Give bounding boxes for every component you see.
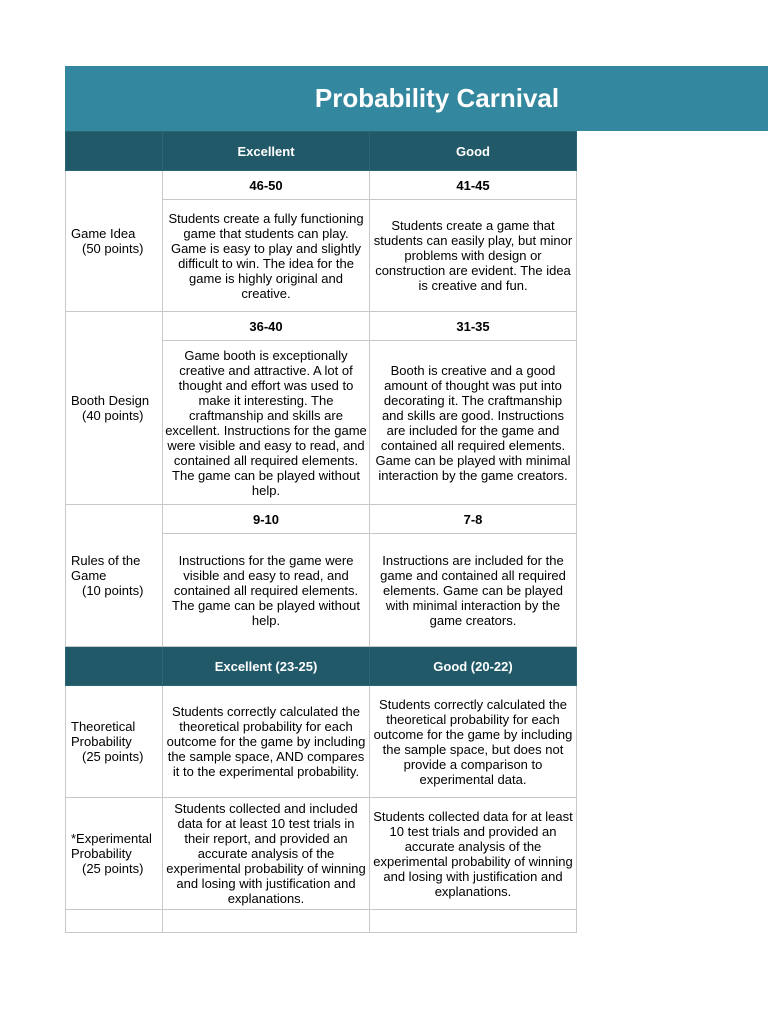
criterion-points: (25 points) bbox=[82, 861, 144, 876]
header-criteria-cell bbox=[66, 647, 163, 686]
good-score: 7-8 bbox=[370, 505, 577, 534]
criterion-cell bbox=[66, 505, 163, 647]
blank-cell bbox=[370, 910, 577, 933]
description-row bbox=[66, 686, 577, 798]
criterion-points: (25 points) bbox=[82, 749, 144, 764]
criterion-cell bbox=[66, 686, 163, 798]
header-criteria-cell bbox=[66, 132, 163, 171]
page-title: Probability Carnival bbox=[314, 83, 560, 113]
good-description: Instructions are included for the game and contained all required elements. Game can be played with minimal interaction by the game creators. bbox=[370, 534, 577, 647]
score-row bbox=[66, 505, 577, 534]
criterion-points: (50 points) bbox=[82, 241, 144, 256]
criterion-points: (10 points) bbox=[82, 583, 144, 598]
header-excellent-range: Excellent (23-25) bbox=[163, 647, 370, 686]
title-banner bbox=[65, 66, 768, 131]
excellent-description: Students create a fully functioning game that students can play. Game is easy to play and slightly difficult to win. The idea for the game is highly original and creative. bbox=[163, 200, 370, 312]
blank-cell bbox=[66, 910, 163, 933]
blank-cell bbox=[163, 910, 370, 933]
criterion-name: Theoretical Probability bbox=[71, 719, 136, 749]
excellent-description: Instructions for the game were visible and easy to read, and contained all required elements. The game can be played without help. bbox=[163, 534, 370, 647]
excellent-description: Students correctly calculated the theoretical probability for each outcome for the game by including the sample space, AND compares it to the experimental probability. bbox=[163, 686, 370, 798]
criterion-cell bbox=[66, 171, 163, 312]
excellent-score: 36-40 bbox=[163, 312, 370, 341]
good-description: Students collected data for at least 10 test trials and provided an accurate analysis of the experimental probability of winning and losing with justification and explanations. bbox=[370, 798, 577, 910]
excellent-description: Game booth is exceptionally creative and attractive. A lot of thought and effort was used to make it interesting. The craftmanship and skills are excellent. Instructions for the game were visible and easy to read, and contained all required elements. The game can be played without help. bbox=[163, 341, 370, 505]
score-row bbox=[66, 312, 577, 341]
criterion-points: (40 points) bbox=[82, 408, 144, 423]
good-description: Booth is creative and a good amount of thought was put into decorating it. The craftmanship and skills are good. Instructions are included for the game and contained all required elements. Game can be played with minimal interaction by the game creators. bbox=[370, 341, 577, 505]
good-description: Students create a game that students can easily play, but minor problems with design or construction are evident. The idea is creative and fun. bbox=[370, 200, 577, 312]
good-score: 41-45 bbox=[370, 171, 577, 200]
header-row-2 bbox=[66, 647, 577, 686]
criterion-name: Booth Design bbox=[71, 393, 150, 408]
header-row bbox=[66, 132, 577, 171]
excellent-description: Students collected and included data for at least 10 test trials in their report, and provided an accurate analysis of the experimental probability of winning and losing with justification and explanations. bbox=[163, 798, 370, 910]
criterion-name: Game Idea bbox=[71, 226, 136, 241]
excellent-score: 9-10 bbox=[163, 505, 370, 534]
header-good-range: Good (20-22) bbox=[370, 647, 577, 686]
criterion-name: Rules of the Game bbox=[71, 553, 141, 583]
good-score: 31-35 bbox=[370, 312, 577, 341]
excellent-score: 46-50 bbox=[163, 171, 370, 200]
rubric-table bbox=[65, 131, 576, 933]
score-row bbox=[66, 171, 577, 200]
criterion-name: *Experimental Probability bbox=[71, 831, 152, 861]
criterion-cell bbox=[66, 798, 163, 910]
header-good: Good bbox=[370, 132, 577, 171]
criterion-cell bbox=[66, 312, 163, 505]
blank-row bbox=[66, 910, 577, 933]
header-excellent: Excellent bbox=[163, 132, 370, 171]
description-row bbox=[66, 798, 577, 910]
good-description: Students correctly calculated the theoretical probability for each outcome for the game by including the sample space, but does not provide a comparison to experimental data. bbox=[370, 686, 577, 798]
